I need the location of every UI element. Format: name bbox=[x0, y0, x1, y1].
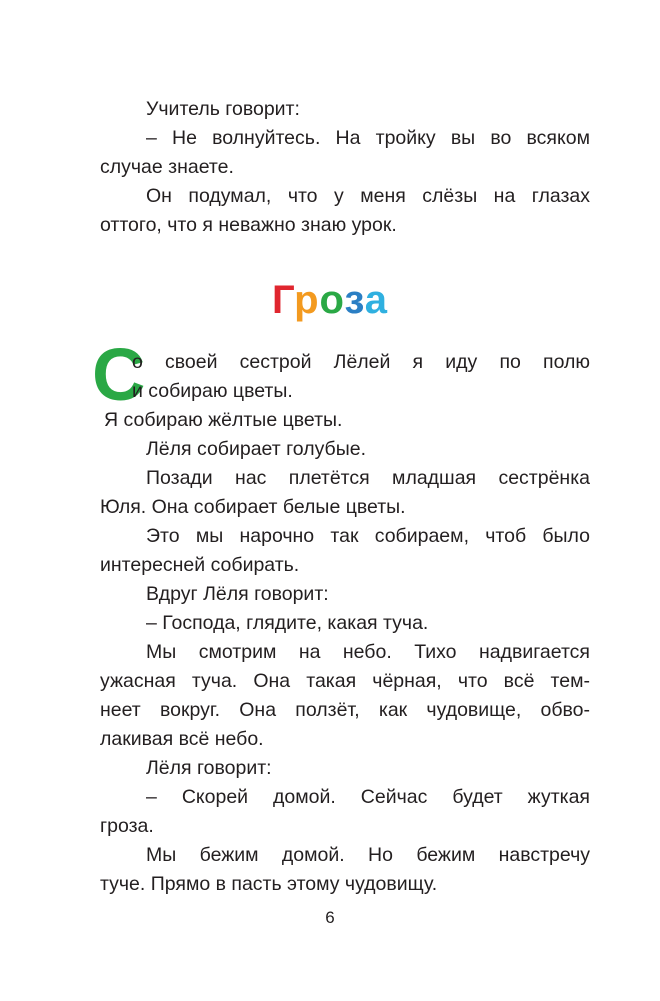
text-line: – Скорей домой. Сейчас будет жуткая bbox=[146, 786, 590, 808]
text-line: – Господа, глядите, какая туча. bbox=[146, 612, 429, 634]
text-line: гроза. bbox=[100, 815, 154, 837]
text-line: Это мы нарочно так собираем, чтоб было bbox=[146, 525, 590, 547]
text-line: ужасная туча. Она такая чёрная, что всё тем- bbox=[100, 670, 590, 692]
text-line: неет вокруг. Она ползёт, как чудовище, обво- bbox=[100, 699, 590, 721]
title-letter: р bbox=[294, 278, 320, 322]
text-line: Учитель говорит: bbox=[146, 98, 300, 120]
text-line: туче. Прямо в пасть этому чудовищу. bbox=[100, 873, 438, 895]
text-line: лакивая всё небо. bbox=[100, 728, 264, 750]
text-line: – Не волнуйтесь. На тройку вы во всяком bbox=[146, 127, 590, 149]
text-line: Мы бежим домой. Но бежим навстречу bbox=[146, 844, 590, 866]
title-letter: з bbox=[344, 278, 365, 322]
title-letter: а bbox=[364, 278, 389, 322]
text-line: и собираю цветы. bbox=[132, 380, 293, 402]
text-line: Он подумал, что у меня слёзы на глазах bbox=[146, 185, 590, 207]
text-line: Лёля собирает голубые. bbox=[146, 438, 367, 460]
text-line: Я собираю жёлтые цветы. bbox=[104, 409, 343, 431]
title-letter: о bbox=[319, 278, 345, 322]
text-line: интересней собирать. bbox=[100, 554, 300, 576]
text-line: Позади нас плетётся младшая сестрёнка bbox=[146, 467, 590, 489]
text-line: Лёля говорит: bbox=[146, 757, 272, 779]
text-line: Вдруг Лёля говорит: bbox=[146, 583, 329, 605]
text-line: случае знаете. bbox=[100, 156, 234, 178]
chapter-title bbox=[0, 278, 660, 323]
text-line: о своей сестрой Лёлей я иду по полю bbox=[132, 351, 590, 373]
text-line: оттого, что я неважно знаю урок. bbox=[100, 214, 397, 236]
title-letter: Г bbox=[271, 278, 295, 322]
drop-cap: С bbox=[92, 333, 146, 416]
page-number: 6 bbox=[325, 908, 335, 927]
text-line: Юля. Она собирает белые цветы. bbox=[100, 496, 406, 518]
text-line: Мы смотрим на небо. Тихо надвигается bbox=[146, 641, 590, 663]
